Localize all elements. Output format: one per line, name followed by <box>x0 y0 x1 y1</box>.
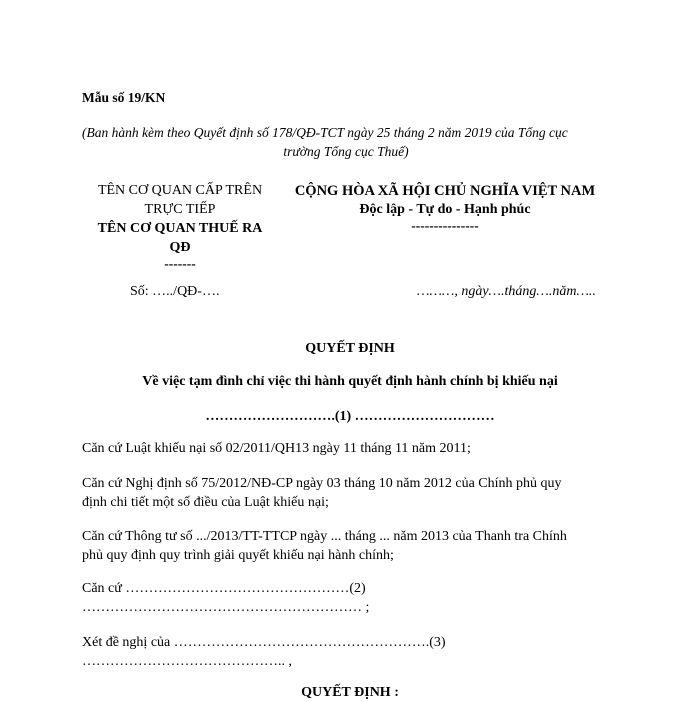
basis-decree-line-1: Căn cứ Nghị định số 75/2012/NĐ-CP ngày 03 tháng 10 năm 2012 của Chính phủ quy <box>82 476 562 491</box>
form-number: Mẫu số 19/KN <box>82 90 166 105</box>
issued-note-line-1: (Ban hành kèm theo Quyết định số 178/QĐ-TCT ngày 25 tháng 2 năm 2019 của Tổng cục <box>82 125 568 140</box>
proposal-line-2: …………………………………….. , <box>82 654 292 669</box>
superior-agency-line-2: TRỰC TIẾP <box>144 202 216 217</box>
issuing-authority-line: ……………………….(1) ………………………… <box>205 409 495 424</box>
basis-circular-line-2: phủ quy định quy trình giải quyết khiếu nại hành chính; <box>82 548 394 563</box>
document-title: QUYẾT ĐỊNH <box>305 341 395 356</box>
left-header-divider: ------- <box>164 256 196 271</box>
document-subject: Về việc tạm đình chỉ việc thi hành quyết định hành chính bị khiếu nại <box>142 374 558 389</box>
basis-other-line-2: …………………………………………………… ; <box>82 600 370 615</box>
document-number: Số: …../QĐ-…. <box>130 284 220 299</box>
basis-law: Căn cứ Luật khiếu nại số 02/2011/QH13 ngày 11 tháng 11 năm 2011; <box>82 441 471 456</box>
proposal-line-1: Xét đề nghị của ……………………………………………….(3) <box>82 635 446 650</box>
basis-circular-line-1: Căn cứ Thông tư số .../2013/TT-TTCP ngày ... tháng ... năm 2013 của Thanh tra Chính <box>82 529 567 544</box>
superior-agency-line-1: TÊN CƠ QUAN CẤP TRÊN <box>97 183 263 198</box>
national-motto: Độc lập - Tự do - Hạnh phúc <box>359 202 531 217</box>
place-and-date: ………, ngày….tháng….năm….. <box>417 284 596 299</box>
issuing-agency-line-1: TÊN CƠ QUAN THUẾ RA <box>97 221 263 236</box>
country-name: CỘNG HÒA XÃ HỘI CHỦ NGHĨA VIỆT NAM <box>294 183 596 199</box>
decision-heading: QUYẾT ĐỊNH : <box>301 685 399 700</box>
issuing-agency-line-2: QĐ <box>169 240 191 255</box>
basis-other-line-1: Căn cứ …………………………………………(2) <box>82 581 366 596</box>
basis-decree-line-2: định chi tiết một số điều của Luật khiếu nại; <box>82 495 329 510</box>
issued-note-line-2: trường Tổng cục Thuế) <box>283 144 409 159</box>
right-header-divider: --------------- <box>411 218 479 233</box>
